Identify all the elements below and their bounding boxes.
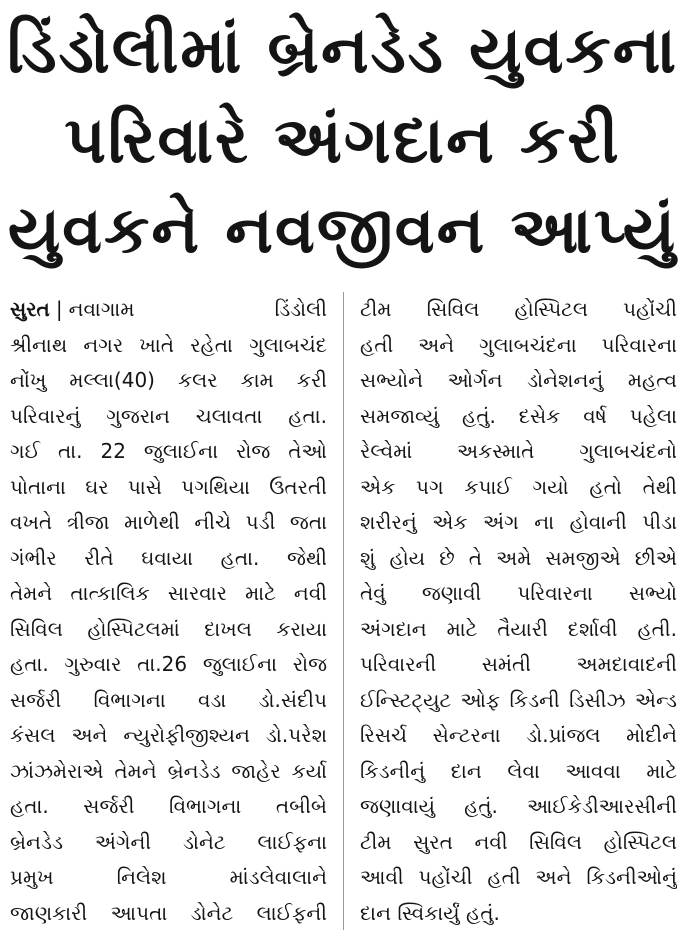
article-line: રિસર્ચ સેન્ટરના ડો.પ્રાંજલ મોદીને	[360, 723, 677, 747]
headline-line-2: પરિવારે અંગદાન કરી	[64, 104, 621, 178]
article-body	[10, 292, 675, 932]
article-line: હતા. ગુરુવાર તા.26 જુલાઈના રોજ	[10, 652, 327, 676]
article-column-left	[10, 292, 327, 931]
article-line: કંસલ અને ન્યુરોફીજીશ્યન ડો.પરેશ	[10, 723, 327, 747]
article-line: ટીમ સિવિલ હોસ્પિટલ પહોંચી	[360, 297, 677, 321]
article-line: પ્રમુખ નિલેશ માંડલેવાલાને	[10, 865, 327, 889]
article-line: હતા. સર્જરી વિભાગના તબીબે	[10, 794, 327, 818]
article-line: આવી પહોંચી હતી અને કિડનીઓનું	[360, 865, 677, 889]
article-line: પરિવારનું ગુજરાન ચલાવતા હતા.	[10, 403, 327, 428]
article-line	[10, 292, 327, 328]
article-line: તેમને તાત્કાલિક સારવાર માટે નવી	[10, 581, 327, 605]
article-line: નોંખુ મલ્લા(40) કલર કામ કરી	[10, 368, 327, 392]
article-line: સર્જરી વિભાગના વડા ડો.સંદીપ	[10, 687, 327, 712]
article-line: ગંભીર રીતે ઘવાયા હતા. જેથી	[10, 545, 327, 570]
article-line: એક પગ કપાઈ ગયો હતો તેથી	[360, 474, 677, 499]
dateline: સુરત	[10, 297, 50, 321]
article-line: અંગદાન માટે તૈયારી દર્શાવી હતી.	[360, 616, 677, 641]
article-line-text: નવાગામ ડિંડોલી	[68, 297, 327, 321]
article-line: કિડનીનું દાન લેવા આવવા માટે	[360, 758, 677, 783]
article-line: તેવું જણાવી પરિવારના સભ્યો	[360, 581, 677, 605]
article-line: જણાવાયું હતું. આઈકેડીઆરસીની	[360, 794, 677, 818]
article-line: હતી અને ગુલાબચંદના પરિવારના	[360, 332, 677, 357]
column-divider	[343, 292, 344, 930]
article-line: પોતાના ઘર પાસે પગથિયા ઉતરતી	[10, 474, 327, 499]
headline-line-3: યુવકને નવજીવન આપ્યું	[7, 194, 678, 268]
article-line: ટીમ સુરત નવી સિવિલ હોસ્પિટલ	[360, 829, 677, 854]
dateline-separator: |	[55, 297, 63, 321]
article-line: શ્રીનાથ નગર ખાતે રહેતા ગુલાબચંદ	[10, 332, 327, 357]
article-line: ઈન્સ્ટિટ્યુટ ઓફ કિડની ડિસીઝ એન્ડ	[360, 687, 677, 712]
article-column-right	[360, 292, 677, 931]
article-line: શરીરનું એક અંગ ના હોવાની પીડા	[360, 510, 677, 534]
article-line: બ્રેનડેડ અંગેની ડોનેટ લાઈફના	[10, 829, 327, 854]
article-line: સિવિલ હોસ્પિટલમાં દાખલ કરાયા	[10, 616, 327, 641]
article-line: ઝાંઝમેરાએ તેમને બ્રેનડેડ જાહેર કર્યા	[10, 758, 327, 783]
article-line: સમજાવ્યું હતું. દસેક વર્ષ પહેલા	[360, 403, 677, 428]
article-line: સભ્યોને ઓર્ગન ડોનેશનનું મહત્વ	[360, 368, 677, 392]
article-line: પરિવારની સમંતી અમદાવાદની	[360, 652, 677, 676]
article-line: વખતે ત્રીજા માળેથી નીચે પડી જતા	[10, 510, 327, 534]
headline	[0, 6, 685, 276]
article-line: ગઈ તા. 22 જુલાઈના રોજ તેઓ	[10, 439, 327, 463]
headline-line-1: ડિંડોલીમાં બ્રેનડેડ યુવકના	[6, 14, 679, 88]
article-line: રેલ્વેમાં અકસ્માતે ગુલાબચંદનો	[360, 439, 677, 463]
article-line: દાન સ્વિકાર્યું હતું.	[360, 900, 500, 925]
article-line: શું હોય છે તે અમે સમજીએ છીએ	[360, 545, 677, 570]
article-line: જાણકારી આપતા ડોનેટ લાઈફની	[10, 900, 327, 925]
